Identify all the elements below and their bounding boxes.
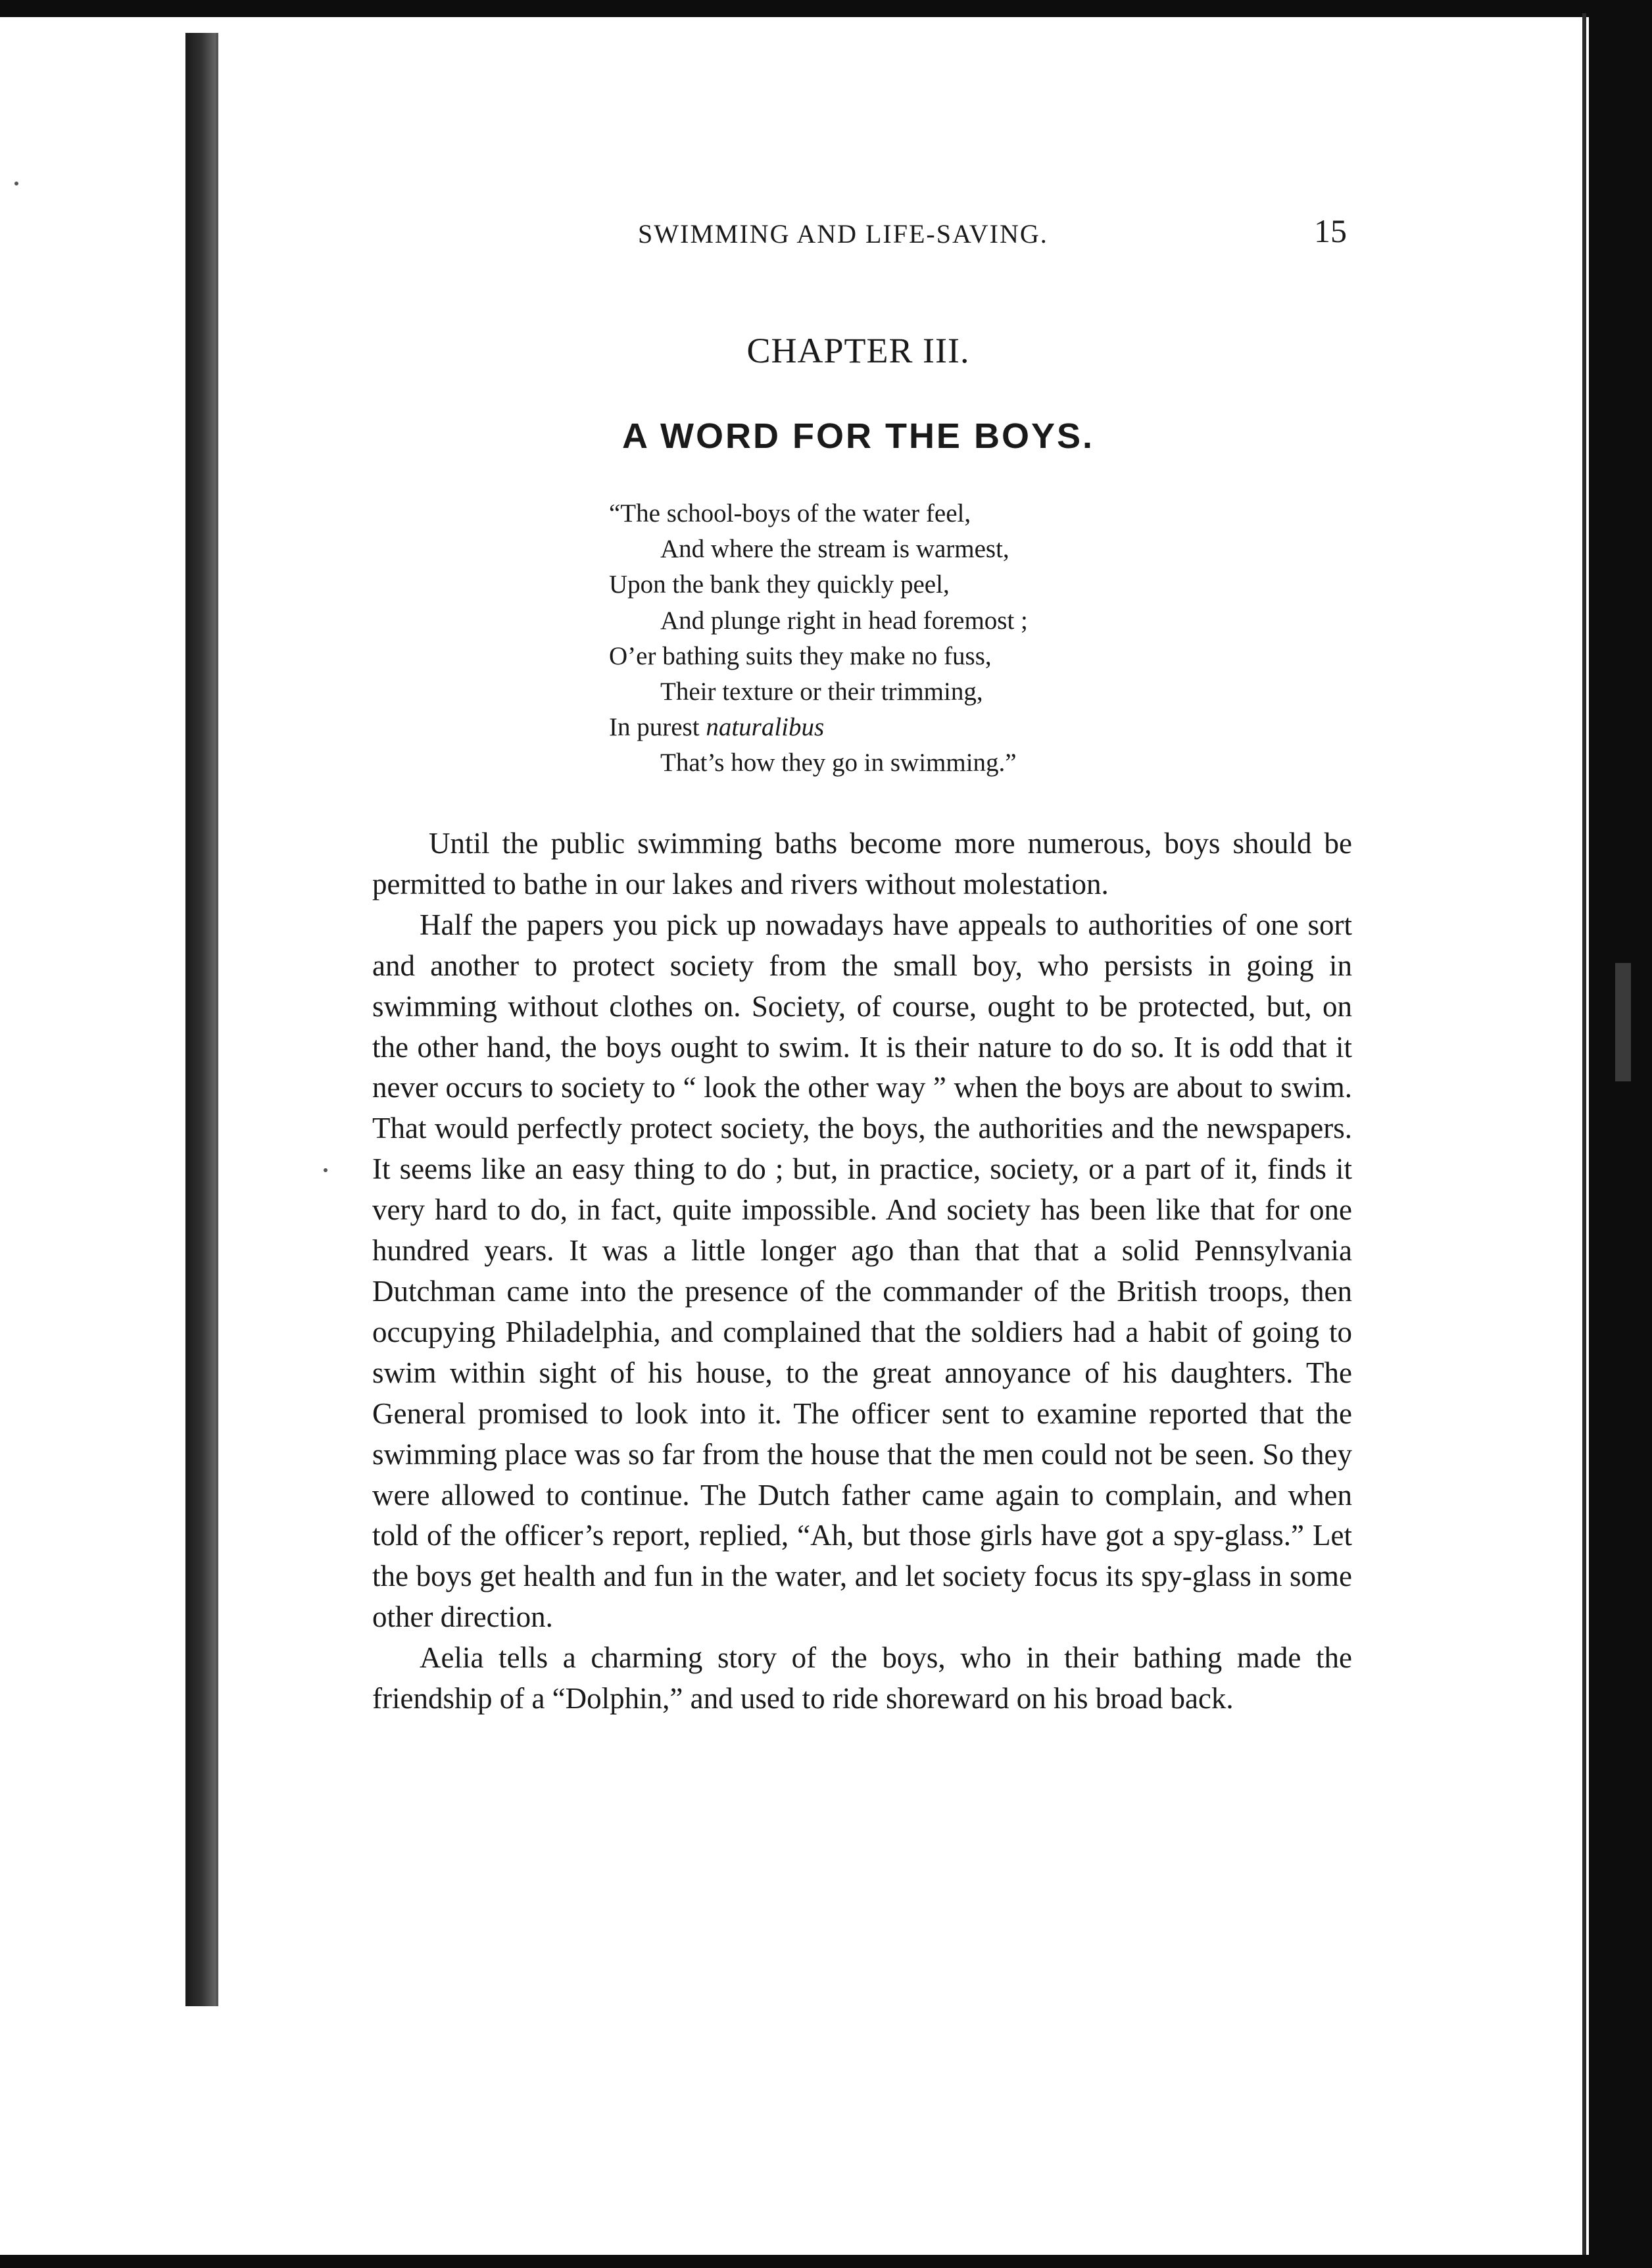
- paragraph: Until the public swimming baths become more numerous, boys should be permitted to bathe in our lakes and rivers without molestation.: [372, 827, 1352, 900]
- verse-line: That’s how they go in swimming.”: [660, 749, 1017, 777]
- page-number: 15: [1314, 212, 1347, 249]
- chapter-heading: CHAPTER III.: [746, 331, 970, 370]
- verse-line: And plunge right in head foremost ;: [660, 606, 1028, 635]
- scan-speck: [14, 182, 18, 185]
- verse-line: And where the stream is warmest,: [660, 535, 1009, 564]
- verse-text: In purest: [609, 713, 706, 742]
- scan-border-top: [0, 0, 1652, 17]
- body-text: [372, 824, 1352, 1719]
- scan-border-bottom: [0, 2255, 1652, 2268]
- paragraph: Aelia tells a charming story of the boys, who in their bathing made the friendship of a “Dolphin,” and used to ride shoreward on his broad back.: [372, 1641, 1352, 1715]
- scan-speck: [324, 1168, 328, 1172]
- verse-line: Upon the bank they quickly peel,: [609, 570, 950, 599]
- verse-line: O’er bathing suits they make no fuss,: [609, 641, 992, 670]
- verse-line: “The school-boys of the water feel,: [609, 499, 971, 528]
- page-edge-notch: [1615, 963, 1631, 1081]
- chapter-title: A WORD FOR THE BOYS.: [622, 416, 1094, 456]
- epigraph-verse: [609, 496, 1028, 781]
- verse-line: [609, 710, 1028, 745]
- running-head: SWIMMING AND LIFE-SAVING.: [638, 219, 1048, 249]
- latin-phrase: naturalibus: [706, 713, 825, 742]
- book-spine-edge: [216, 33, 218, 2006]
- book-spine-shadow: [185, 33, 216, 2006]
- verse-line: Their texture or their trimming,: [660, 678, 983, 706]
- paragraph: Half the papers you pick up nowadays have appeals to authorities of one sort and another to protect society from the small boy, who persists in going in swimming without clothes on. Society, of course, ought to be protected, but, on the other hand, the boys ought to swim. It is their nature to do so. It is odd that it never occurs to society to “ look the other way ” when the boys are about to swim. That would perfectly protect society, the boys, the authorities and the newspapers. It seems like an easy thing to do ; but, in practice, society, or a part of it, finds it very hard to do, in fact, quite impossible. And society has been like that for one hundred years. It was a little longer ago than that that a solid Pennsylvania Dutchman came into the presence of the commander of the British troops, then occupying Philadelphia, and complained that the soldiers had a habit of going to swim within sight of his house, to the great annoyance of his daughters. The General promised to look into it. The officer sent to examine reported that the swimming place was so far from the house that the men could not be seen. So they were allowed to continue. The Dutch father came again to complain, and when told of the officer’s report, replied, “Ah, but those girls have got a spy-glass.” Let the boys get health and fun in the water, and let society focus its spy-glass in some other direction.: [372, 908, 1352, 1634]
